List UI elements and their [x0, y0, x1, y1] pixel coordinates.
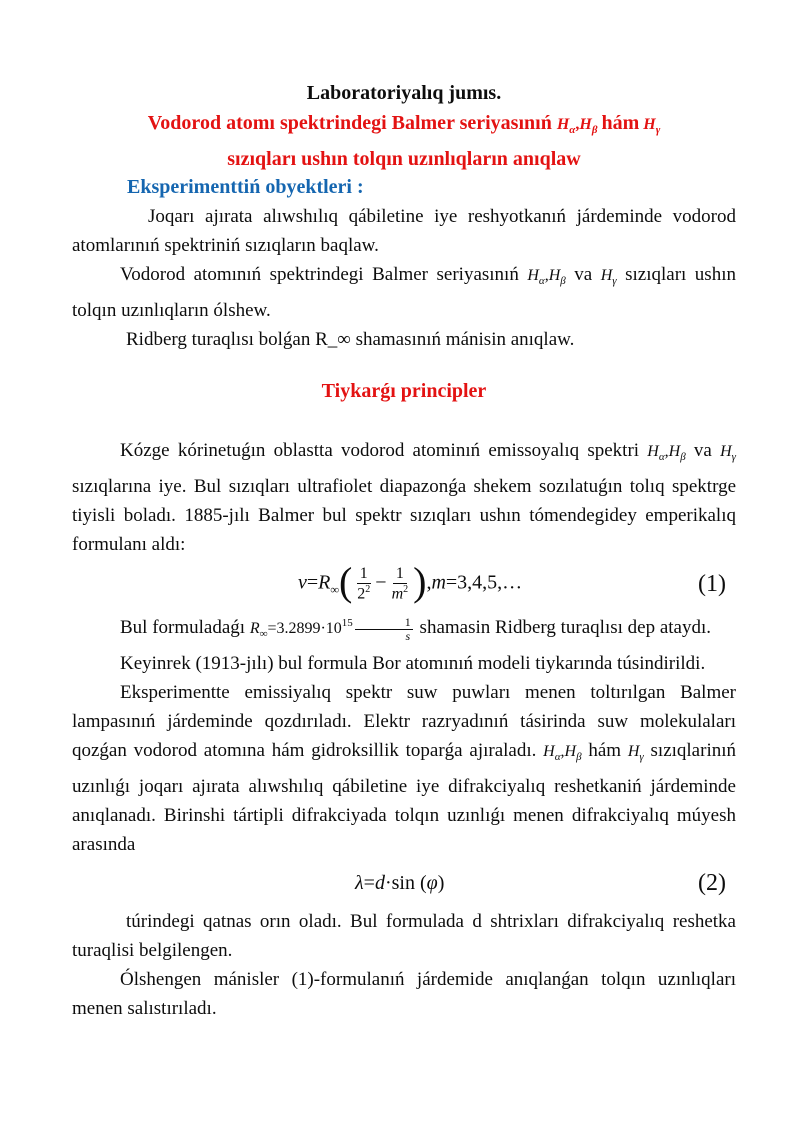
- paragraph-experiment-description: [72, 678, 736, 859]
- text-run: α: [658, 451, 665, 463]
- text-run: sızıqlarinıń uzınlıǵı joqarı ajırata alıwshılıq qábiletine iye difrakciyalıq reshetkaniń járdeminde anıqlanadı. Birinshi tártipli difrakciyada tolqın uzınlıǵı menen difrakciyalıq múyesh arasında: [72, 740, 736, 855]
- fraction1-denominator: $2^2$: [357, 583, 371, 603]
- formula1-fraction-1: [354, 565, 373, 603]
- text-run: H: [627, 743, 640, 760]
- section-heading-principles: Tiykarǵı principler: [321, 380, 487, 402]
- equation-label-1: (1): [698, 570, 726, 597]
- fraction2-denominator: $m^2$: [391, 583, 409, 603]
- fraction1-numerator: 1: [357, 565, 371, 584]
- fraction2-numerator: 1: [393, 565, 407, 584]
- paragraph-grating-constant: túrindegi qatnas orın oladı. Bul formulada d shtrixları difrakciyalıq reshetka turaqlisi belgilengen.: [72, 911, 736, 961]
- formula1-lhs: ν: [298, 571, 307, 594]
- formula1-open-paren: (: [338, 558, 353, 604]
- rydberg-text-pre: Bul formuladaǵı: [120, 617, 250, 638]
- text-run: H: [668, 443, 681, 460]
- formula2-d-variable: d: [374, 871, 385, 894]
- formula2-lambda: λ: [355, 871, 364, 894]
- document-title: Laboratoriyalıq jumıs.: [306, 82, 502, 104]
- text-run: H: [600, 267, 613, 284]
- text-run: H: [643, 116, 656, 133]
- per-second-fraction: $\frac{1}{s}$: [355, 616, 413, 643]
- text-run: α: [554, 751, 561, 763]
- equation-label-2: (2): [698, 869, 726, 896]
- text-run: γ: [639, 751, 644, 763]
- text-run: Vodorod atomı spektrindegi Balmer seriyasınıń: [147, 112, 557, 134]
- paragraph-objective-1: Joqarı ajırata alıwshılıq qábiletine iye reshyotkanıń járdeminde vodorod atomlarınıń spektriniń sızıqların baqlaw.: [72, 206, 736, 256]
- text-run: α: [538, 275, 545, 287]
- text-run: H: [548, 267, 561, 284]
- text-run: γ: [612, 275, 617, 287]
- formula2-open-paren: (: [419, 871, 427, 894]
- paragraph-objective-3: Ridberg turaqlısı bolǵan R_∞ shamasınıń mánisin anıqlaw.: [126, 329, 575, 350]
- text-run: H: [556, 116, 570, 133]
- formula1-close-paren: ): [413, 558, 427, 604]
- formula2-equals: =: [363, 871, 375, 894]
- text-run: Eksperimentte emissiyalıq spektr suw puwları menen toltırılgan Balmer lampasınıń járdeminde qozdırıladı. Elektr razryadınıń tásirinda suw molekulaları qozǵan vodorod atomına hám gidroksillik toparǵa ajıraladı.: [72, 682, 736, 761]
- formula2-close-paren: ): [437, 871, 445, 894]
- document-subtitle-line1: [72, 108, 736, 145]
- formula1-comma: ,: [426, 571, 432, 594]
- text-run: va: [685, 440, 721, 461]
- text-run: ,: [575, 116, 580, 133]
- formula1-fraction-2: [389, 565, 412, 603]
- paragraph-comparison: Ólshengen mánisler (1)-formulanıń járdemide anıqlanǵan tolqın uzınlıqları menen salıstırıladı.: [72, 969, 736, 1019]
- paragraph-bohr-model: Keyinrek (1913-jılı) bul formula Bor atomınıń modeli tiykarında túsindirildi.: [120, 653, 706, 674]
- formula1-m-variable: m: [431, 571, 446, 594]
- paragraph-spectrum-intro: [72, 436, 736, 559]
- rydberg-text-post: shamasin Ridberg turaqlısı dep ataydı.: [414, 617, 712, 638]
- objectives-heading: Eksperimenttiń obyektleri :: [127, 176, 364, 198]
- document-subtitle-line2: sızıqları ushın tolqın uzınlıqların anıqlaw: [227, 148, 581, 170]
- text-run: sızıqlarına iye. Bul sızıqları ultrafiolet diapazonǵa shekem sozılatuǵın tolıq spektrge tiyisli boladı. 1885-jılı Balmer bul spektr sızıqları ushın tómendegidey emperikalıq formulanı aldı:: [72, 476, 736, 555]
- paragraph-objective-2: [72, 260, 736, 325]
- text-run: H: [527, 267, 539, 284]
- text-run: α: [569, 124, 576, 136]
- rydberg-constant-value: $R_\infty=3.2899\cdot 10^{15}$ $\frac{1}{s}$: [249, 614, 411, 643]
- formula1-infinity-subscript: ∞: [330, 582, 339, 597]
- text-run: ,: [560, 743, 565, 760]
- formula2-phi: φ: [426, 871, 438, 894]
- text-run: β: [591, 124, 598, 136]
- text-run: hám: [581, 740, 628, 761]
- diffraction-formula: [355, 872, 444, 895]
- text-run: hám: [601, 112, 640, 134]
- text-run: β: [560, 275, 566, 287]
- text-run: β: [576, 751, 582, 763]
- formula1-equals: =: [306, 571, 319, 594]
- formula1-rydberg-symbol: R: [318, 571, 331, 594]
- text-run: Vodorod atomınıń spektrindegi Balmer seriyasınıń: [120, 264, 528, 285]
- text-run: sızıqları ushın tolqın uzınlıqların ólshew.: [72, 264, 736, 321]
- text-run: H: [720, 443, 732, 460]
- text-run: H: [543, 743, 555, 760]
- text-run: β: [680, 451, 686, 463]
- formula-2-row: [72, 859, 736, 907]
- text-run: H: [564, 743, 577, 760]
- text-run: ,: [664, 443, 669, 460]
- text-run: Kózge kórinetuǵın oblastta vodorod atominıń emissoyalıq spektri: [120, 440, 648, 461]
- text-run: γ: [731, 451, 736, 463]
- text-run: γ: [655, 124, 661, 136]
- text-run: H: [579, 116, 592, 133]
- formula1-m-values: =3,4,5,…: [445, 571, 523, 594]
- formula1-minus: −: [375, 571, 387, 594]
- text-run: va: [565, 264, 601, 285]
- formula-1-row: [72, 559, 736, 609]
- balmer-formula: [298, 558, 523, 604]
- formula2-cdot: ·: [384, 871, 392, 894]
- paragraph-rydberg-constant: [72, 609, 736, 649]
- formula2-sin: sin: [391, 871, 420, 894]
- text-run: ,: [544, 267, 549, 284]
- text-run: H: [647, 443, 659, 460]
